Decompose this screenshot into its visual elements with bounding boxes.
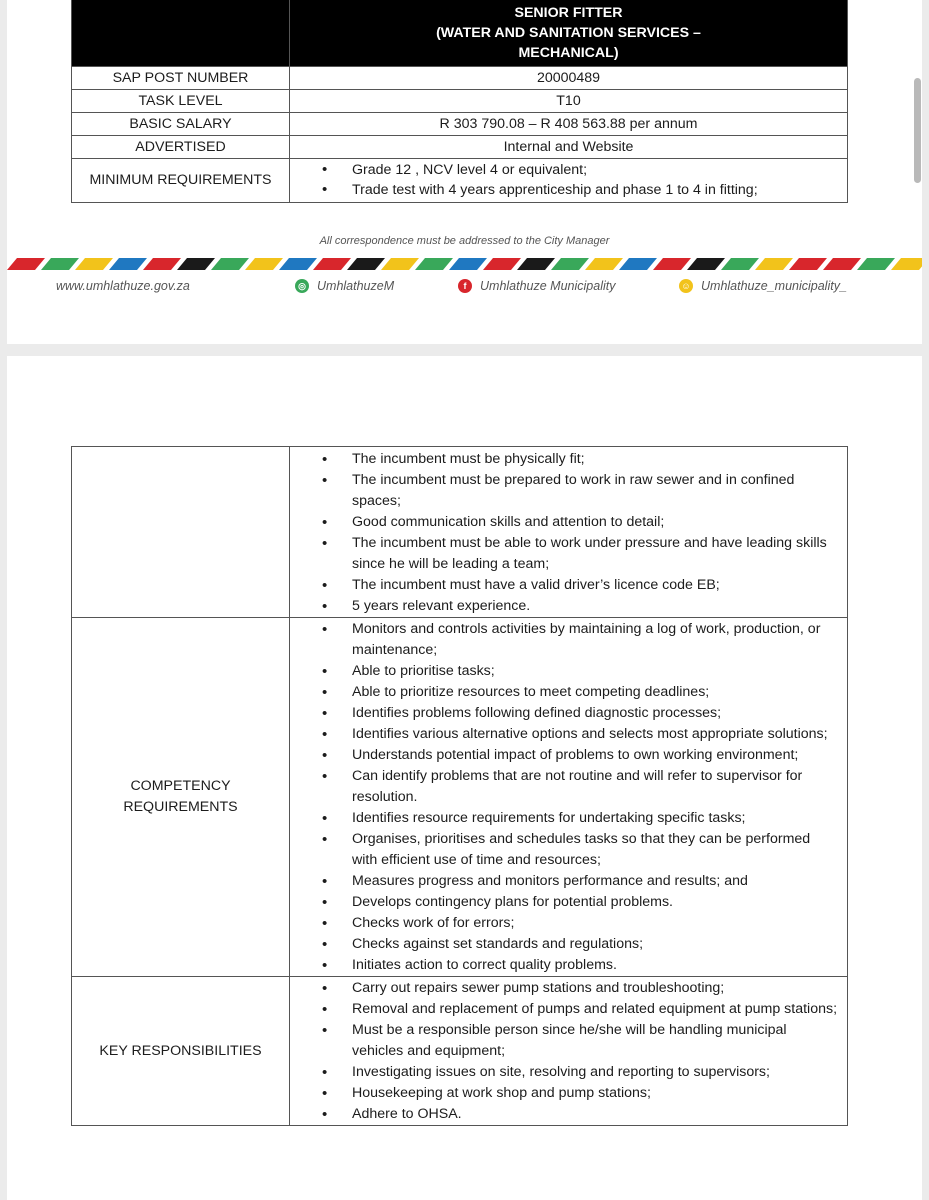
- decorative-stripe: [7, 258, 922, 270]
- stripe-segment: [755, 258, 793, 270]
- min-requirements-continued-list: [290, 449, 847, 617]
- list-item: • Trade test with 4 years apprenticeship and phase 1 to 4 in fitting;: [290, 180, 847, 200]
- header-blank-cell: [72, 0, 290, 67]
- stripe-segment: [41, 258, 79, 270]
- stripe-segment: [789, 258, 827, 270]
- facebook-icon: f: [458, 279, 472, 293]
- stripe-segment: [687, 258, 725, 270]
- correspondence-note: All correspondence must be addressed to the City Manager: [319, 235, 610, 247]
- list-item: • Checks against set standards and regulations;: [290, 934, 847, 955]
- list-item: • Able to prioritize resources to meet competing deadlines;: [290, 682, 847, 703]
- competency-row: [72, 618, 848, 977]
- facebook-handle: Umhlathuze Municipality: [480, 279, 616, 293]
- detail-row-task-level: [72, 90, 848, 113]
- document-page-2: [7, 356, 922, 1200]
- job-requirements-table: [71, 446, 848, 1126]
- list-item: • Checks work of for errors;: [290, 913, 847, 934]
- job-title-row: [72, 0, 848, 67]
- stripe-segment: [857, 258, 895, 270]
- list-item: • Measures progress and monitors performance and results; and: [290, 871, 847, 892]
- stripe-segment: [619, 258, 657, 270]
- website-link[interactable]: [56, 279, 190, 293]
- blank-label-cell: [72, 447, 290, 618]
- stripe-segment: [381, 258, 419, 270]
- snapchat-link[interactable]: [679, 279, 847, 293]
- list-item: • Must be a responsible person since he/she will be handling municipal vehicles and equipment;: [290, 1020, 847, 1062]
- min-requirements-row: [72, 159, 848, 203]
- list-item: • Identifies various alternative options and selects most appropriate solutions;: [290, 724, 847, 745]
- stripe-segment: [109, 258, 147, 270]
- competency-label-line-1: COMPETENCY: [130, 778, 231, 794]
- key-responsibilities-list: [290, 978, 847, 1125]
- detail-label: BASIC SALARY: [72, 113, 290, 136]
- competency-list: [290, 619, 847, 976]
- key-responsibilities-cell: [290, 977, 848, 1126]
- stripe-segment: [245, 258, 283, 270]
- stripe-segment: [177, 258, 215, 270]
- job-title: [290, 0, 848, 67]
- instagram-icon: ◎: [295, 279, 309, 293]
- list-item: • Grade 12 , NCV level 4 or equivalent;: [290, 160, 847, 180]
- list-item: • The incumbent must be prepared to work in raw sewer and in confined spaces;: [290, 470, 847, 512]
- competency-label-line-2: REQUIREMENTS: [123, 799, 238, 815]
- instagram-link[interactable]: [295, 279, 394, 293]
- instagram-handle: UmhlathuzeM: [317, 279, 395, 293]
- facebook-link[interactable]: [458, 279, 615, 293]
- list-item: • Identifies problems following defined diagnostic processes;: [290, 703, 847, 724]
- list-item: • Adhere to OHSA.: [290, 1104, 847, 1125]
- detail-value: R 303 790.08 – R 408 563.88 per annum: [290, 113, 848, 136]
- min-requirements-continued-cell: [290, 447, 848, 618]
- min-requirements-list: [290, 160, 847, 200]
- list-item: • Organises, prioritises and schedules tasks so that they can be performed with efficient use of time and resources;: [290, 829, 847, 871]
- document-page-1: [7, 0, 922, 344]
- list-item: • Able to prioritise tasks;: [290, 661, 847, 682]
- website-text: www.umhlathuze.gov.za: [56, 279, 190, 293]
- stripe-segment: [415, 258, 453, 270]
- stripe-segment: [585, 258, 623, 270]
- list-item: • Investigating issues on site, resolving and reporting to supervisors;: [290, 1062, 847, 1083]
- detail-value: T10: [290, 90, 848, 113]
- key-responsibilities-row: [72, 977, 848, 1126]
- list-item: • Develops contingency plans for potential problems.: [290, 892, 847, 913]
- job-title-line-2: (WATER AND SANITATION SERVICES –: [436, 24, 701, 41]
- stripe-segment: [449, 258, 487, 270]
- min-requirements-label: MINIMUM REQUIREMENTS: [72, 159, 290, 203]
- list-item: • Understands potential impact of problems to own working environment;: [290, 745, 847, 766]
- list-item: • Monitors and controls activities by maintaining a log of work, production, or maintenance;: [290, 619, 847, 661]
- job-title-line-1: SENIOR FITTER: [514, 4, 623, 21]
- detail-label: SAP POST NUMBER: [72, 67, 290, 90]
- stripe-segment: [721, 258, 759, 270]
- job-details-table: [71, 0, 848, 203]
- competency-label: [72, 618, 290, 977]
- list-item: • Identifies resource requirements for undertaking specific tasks;: [290, 808, 847, 829]
- stripe-segment: [313, 258, 351, 270]
- stripe-segment: [279, 258, 317, 270]
- detail-row-basic-salary: [72, 113, 848, 136]
- list-item: • Good communication skills and attention to detail;: [290, 512, 847, 533]
- stripe-segment: [653, 258, 691, 270]
- scrollbar-thumb[interactable]: [914, 78, 921, 183]
- stripe-segment: [75, 258, 113, 270]
- stripe-segment: [551, 258, 589, 270]
- list-item: • Initiates action to correct quality problems.: [290, 955, 847, 976]
- stripe-segment: [347, 258, 385, 270]
- stripe-segment: [823, 258, 861, 270]
- list-item: • The incumbent must be able to work under pressure and have leading skills since he will be leading a team;: [290, 533, 847, 575]
- stripe-segment: [7, 258, 45, 270]
- list-item: • Carry out repairs sewer pump stations and troubleshooting;: [290, 978, 847, 999]
- detail-row-sap-post: [72, 67, 848, 90]
- snapchat-icon: ☺: [679, 279, 693, 293]
- detail-value: 20000489: [290, 67, 848, 90]
- snapchat-handle: Umhlathuze_municipality_: [701, 279, 847, 293]
- detail-value: Internal and Website: [290, 136, 848, 159]
- list-item: • The incumbent must have a valid driver’s licence code EB;: [290, 575, 847, 596]
- min-requirements-continued-row: [72, 447, 848, 618]
- list-item: • The incumbent must be physically fit;: [290, 449, 847, 470]
- stripe-segment: [891, 258, 922, 270]
- detail-row-advertised: [72, 136, 848, 159]
- stripe-segment: [517, 258, 555, 270]
- stripe-segment: [211, 258, 249, 270]
- list-item: • Can identify problems that are not routine and will refer to supervisor for resolution.: [290, 766, 847, 808]
- list-item: • 5 years relevant experience.: [290, 596, 847, 617]
- detail-label: TASK LEVEL: [72, 90, 290, 113]
- stripe-segment: [143, 258, 181, 270]
- job-title-line-3: MECHANICAL): [518, 44, 619, 61]
- list-item: • Housekeeping at work shop and pump stations;: [290, 1083, 847, 1104]
- key-responsibilities-label: KEY RESPONSIBILITIES: [72, 977, 290, 1126]
- competency-cell: [290, 618, 848, 977]
- list-item: • Removal and replacement of pumps and related equipment at pump stations;: [290, 999, 847, 1020]
- detail-label: ADVERTISED: [72, 136, 290, 159]
- stripe-segment: [483, 258, 521, 270]
- min-requirements-cell: [290, 159, 848, 203]
